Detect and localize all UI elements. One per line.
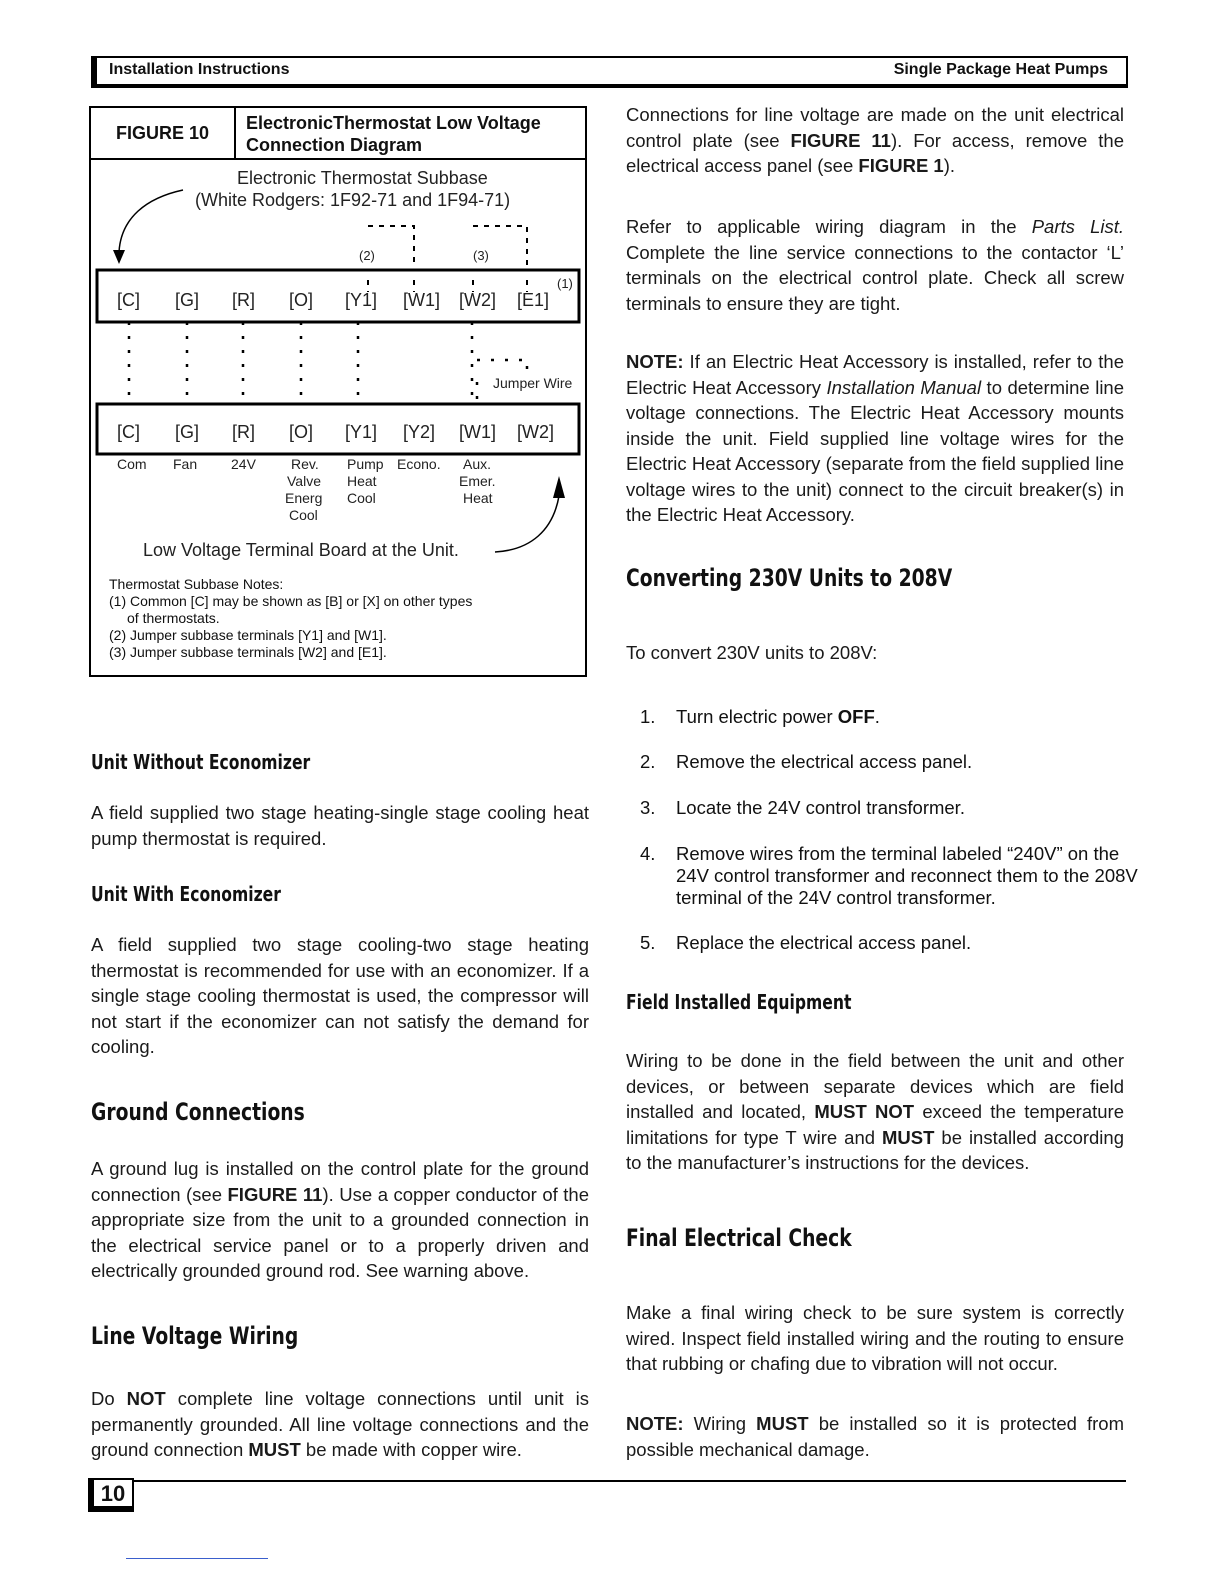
terminal-bottom: [O]: [289, 422, 314, 442]
label-valve: Valve: [287, 473, 321, 489]
page-header: [91, 56, 1128, 86]
terminal-top: [E1]: [517, 290, 550, 310]
board-label: Low Voltage Terminal Board at the Unit.: [143, 540, 459, 560]
figure-title: [246, 112, 541, 156]
para-electric-heat-note: NOTE: If an Electric Heat Accessory is installed, refer to the Electric Heat Accessory Installation Manual to determine line voltage connections. The Electric Heat Accessory mounts inside the unit. Field supplied line voltage wires for the Electric Heat Accessory (separate from the field supplied line voltage wires to the unit) connect to the circuit breaker(s) in the Electric Heat Accessory.: [626, 351, 1125, 525]
header-title-left: Installation Instructions: [109, 61, 290, 78]
unit-terminals: [117, 422, 554, 442]
label-aux: Aux.: [463, 456, 492, 472]
para-unit-with-economizer: A field supplied two stage cooling-two stage heating thermostat is recommended for use with an economizer. If a single stage cooling thermostat is used, the compressor will not start if the economizer can not satisfy the demand for cooling.: [91, 934, 589, 1057]
common-note-1: (1): [557, 276, 573, 291]
terminal-top: [O]: [289, 290, 314, 310]
jumper-wire-label: Jumper Wire: [493, 375, 573, 391]
label-energ: Energ: [285, 490, 323, 506]
heading-line-voltage-wiring: Line Voltage Wiring: [91, 1322, 299, 1350]
terminal-top: [W1]: [403, 290, 441, 310]
label-com: Com: [117, 456, 147, 472]
terminal-bottom: [W2]: [517, 422, 555, 442]
heading-ground-connections: Ground Connections: [91, 1098, 305, 1126]
notes-title: Thermostat Subbase Notes:: [109, 576, 284, 592]
terminal-top: [Y1]: [345, 290, 378, 310]
arrow-down-icon: [113, 250, 125, 264]
note-2: (2) Jumper subbase terminals [Y1] and [W1].: [109, 627, 387, 643]
page-number: 10: [88, 1478, 134, 1512]
footer-link-line: [126, 1558, 268, 1559]
heading-field-installed-equipment: Field Installed Equipment: [626, 990, 852, 1014]
unit-terminal-strip: [97, 404, 579, 454]
header-rule: [91, 84, 1128, 88]
terminal-top: [C]: [117, 290, 141, 310]
arrow-up-icon: [553, 476, 565, 498]
para-ground-connections: A ground lug is installed on the control plate for the ground connection (see FIGURE 11). Use a copper conductor of the appropriate size from the unit to a grounded connection in the electrical service panel or to a properly driven and electrically grounded ground rod. See warning above.: [91, 1158, 589, 1281]
label-econo: Econo.: [397, 456, 441, 472]
connecting-wires: [129, 322, 527, 406]
subbase-pointer: [119, 190, 183, 252]
subbase-line2: (White Rodgers: 1F92-71 and 1F94-71): [195, 190, 511, 210]
terminal-bottom: [Y1]: [345, 422, 378, 442]
jumper-brackets: [368, 226, 527, 292]
para-line-voltage-connections: Connections for line voltage are made on the unit electrical control plate (see FIGURE 11). For access, remove the electrical access panel (see FIGURE 1).: [626, 104, 1124, 176]
para-unit-without-economizer: A field supplied two stage heating-single stage cooling heat pump thermostat is required.: [91, 802, 589, 849]
label-24v: 24V: [231, 456, 256, 472]
terminal-bottom: [G]: [175, 422, 200, 442]
para-line-voltage-wiring: Do NOT complete line voltage connections until unit is permanently grounded. All line voltage connections and the ground connection MUST be made with copper wire.: [91, 1388, 589, 1460]
terminal-bottom: [R]: [232, 422, 256, 442]
footer-rule: [132, 1480, 1126, 1482]
para-final-electrical-check: Make a final wiring check to be sure system is correctly wired. Inspect field installed wiring and the routing to ensure that rubbing or chafing due to vibration will not occur.: [626, 1302, 1124, 1374]
subbase-notes: [109, 576, 472, 661]
para-parts-list: Refer to applicable wiring diagram in the Parts List. Complete the line service connections to the contactor ‘L’ terminals on the electrical control plate. Check all screw terminals to ensure they are tight.: [626, 216, 1124, 314]
figure-caption: [91, 108, 585, 160]
note-1-cont: of thermostats.: [127, 610, 220, 626]
label-heat: Heat: [347, 473, 377, 489]
terminal-bottom: [W1]: [459, 422, 497, 442]
heading-unit-with-economizer: Unit With Economizer: [91, 882, 281, 906]
figure-title-line2: Connection Diagram: [246, 135, 423, 155]
terminal-top: [R]: [232, 290, 256, 310]
label-rev: Rev.: [291, 456, 319, 472]
board-pointer: [495, 496, 559, 552]
heading-final-electrical-check: Final Electrical Check: [626, 1224, 852, 1252]
terminal-bottom: [C]: [117, 422, 141, 442]
header-title-right: Single Package Heat Pumps: [893, 61, 1108, 78]
label-pump: Pump: [347, 456, 384, 472]
figure-title-line1: ElectronicThermostat Low Voltage: [246, 113, 541, 133]
heading-converting-230v: Converting 230V Units to 208V: [626, 564, 953, 592]
figure-number: FIGURE 10: [91, 108, 236, 158]
subbase-terminals: [117, 290, 549, 310]
label-cool: Cool: [347, 490, 376, 506]
label-cool: Cool: [289, 507, 318, 523]
wiring-diagram: [91, 160, 585, 575]
para-convert-intro: To convert 230V units to 208V:: [626, 642, 878, 663]
label-fan: Fan: [173, 456, 198, 472]
subbase-terminal-strip: [97, 270, 579, 322]
note-1: (1) Common [C] may be shown as [B] or [X] on other types: [109, 593, 473, 609]
para-field-installed-equipment: Wiring to be done in the field between the unit and other devices, or between separate devices which are field installed and located, MUST NOT exceed the temperature limitations for type T wire and MUST be installed according to the manufacturer’s instructions for the devices.: [626, 1050, 1124, 1173]
heading-unit-without-economizer: Unit Without Economizer: [91, 750, 311, 774]
label-emer: Emer.: [459, 473, 496, 489]
terminal-top: [W2]: [459, 290, 497, 310]
terminal-functions: [117, 456, 496, 523]
jumper-note-2: (2): [359, 248, 375, 263]
para-wiring-note: NOTE: Wiring MUST be installed so it is protected from possible mechanical damage.: [626, 1413, 1124, 1460]
jumper-note-3: (3): [473, 248, 489, 263]
subbase-line1: Electronic Thermostat Subbase: [237, 168, 488, 188]
note-3: (3) Jumper subbase terminals [W2] and [E1].: [109, 644, 387, 660]
terminal-bottom: [Y2]: [403, 422, 436, 442]
label-heat: Heat: [463, 490, 493, 506]
figure-10: [89, 106, 587, 677]
terminal-top: [G]: [175, 290, 200, 310]
